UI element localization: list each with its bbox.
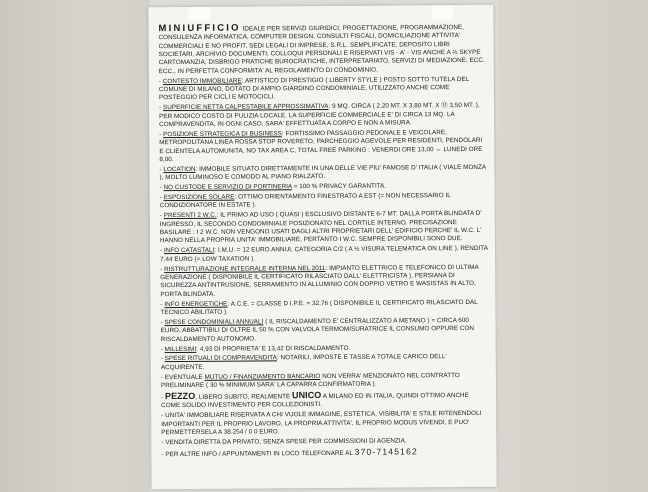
section-label: PRESENTI 2 W.C. [163, 212, 217, 220]
section-contesto: - CONTESTO IMMOBILIARE: ARTISTICO DI PRESTIGIO ( LIBERTY STYLE ) POSTO SOTTO TUTELA DEL COMUNE DI MILANO, DOTATO DI AMPIO GIARDINO CONDOMINIALE, UTILIZZATO ANCHE COME POSTEGGIO PER CICLI E MOTOCICLI. [158, 75, 470, 102]
flyer-title: MINIUFFICIO [158, 22, 241, 35]
section-label: LOCATION [163, 165, 196, 173]
section-ristrutturazione: - RISTRUTTURAZIONE INTEGRALE INTERNA NEL 2011: IMPIANTO ELETTRICO E TELEFONICO DI ULTIMA GENERAZIONE ( DISPONIBILE IL CERTIFICATO RILASCIATO DALL' ELETTRICISTA ), PERSIANA DI SICUREZZA ANTINTRUSIONE, SERRAMENTO IN ALLUMINIO CON DOPPIO VETRO E WASISTAS IN ALTO, PORTA BLINDATA. [160, 263, 479, 298]
section-text: : FORTISSIMO PASSAGGIO PEDONALE E VEICOLARE, METROPOLITANA LINEA ROSSA STOP ROVERETO, PARCHEGGIO AGEVOLE PER RESIDENTI, PENDOLARI E CLIENTELA AUTOMUNITA, NO TAX AREA C, TOTAL FREE PARKING : VENERDI ORE 13,00 ⇔ LUNEDI ORE 8,00. [159, 129, 483, 164]
section-text: UNITA' IMMOBILIARE RISERVATA A CHI VUOLE IMMAGINE, ESTETICA, VISIBILITA' E STILE RITENENDOLI IMPORTANTI PER IL PROPRIO LAVORO, LA PROPRIA ATTIVITA', IL PROPRIO MODUS VIVENDI, E PUO' PERMETTERSELA A 38.254 / 0 0 EURO. [161, 410, 482, 437]
section-label: SPESE CONDOMINIALI ANNUALI [164, 318, 264, 326]
section-text: : IL PRIMO AD USO ( QUASI ) ESCLUSIVO DISTANTE 6-7 MT. DALLA PORTA BLINDATA D' INGRESSO, IL SECONDO CONDOMINIALE POSIZIONATO NEL CORTILE INTERNO. PRECISAZIONE BASILARE : I 2 W.C. NON VENGONO USATI DAGLI ALTRI PROPRIETARI DELL' EDIFICIO PERCHE' IL W.C. L' HANNO NELLA PROPRIA UNITA' IMMOBILIARE, PERTANTO I W.C. SEMPRE DISPONIBILI SONO DUE. [159, 210, 482, 245]
section-text: : IMPIANTO ELETTRICO E TELEFONICO DI ULTIMA GENERAZIONE ( DISPONIBILE IL CERTIFICATO RILASCIATO DALL' ELETTRICISTA ), PERSIANA DI SICUREZZA ANTINTRUSIONE, SERRAMENTO IN ALLUMINIO CON DOPPIO VETRO E WASISTAS IN ALTO, PORTA BLINDATA. [160, 263, 479, 298]
section-text: = 100 % PRIVACY GARANTITA. [293, 182, 387, 191]
section-custode: - NO CUSTODE E SERVIZIO DI PORTINERIA = 100 % PRIVACY GARANTITA. [159, 182, 387, 192]
section-text: , LIBERO SUBITO, REALMENTE [195, 393, 291, 401]
section-text: : 4,93 DI PROPRIETA' E 13,42 DI RISCALDAMENTO. [196, 344, 351, 353]
phone-number: 370-7145162 [354, 446, 418, 457]
section-text: : NOTARILI, IMPOSTE E TASSE A TOTALE CARICO DELL' ACQUIRENTE. [160, 353, 447, 371]
section-text: NON VERRA' MENZIONATO NEL CONTRATTO PRELIMINARE ( 30 % MINIMUM SARA' LA CAPARRA CONFIRMATORIA ). [160, 371, 460, 390]
tape-strip [188, 7, 210, 21]
section-text: : ARTISTICO DI PRESTIGIO ( LIBERTY STYLE ) POSTO SOTTO TUTELA DEL COMUNE DI MILANO, DOTATO DI AMPIO GIARDINO CONDOMINIALE, UTILIZZATO ANCHE COME POSTEGGIO PER CICLI E MOTOCICLI. [158, 75, 470, 102]
section-energia: - INFO ENERGETICHE: A.C.E. = CLASSE D I.P.E. = 32,76 ( DISPONIBILE IL CERTIFICATO RILASCIATO DAL TECNICO ABILITATO ). [160, 298, 478, 317]
section-location: - LOCATION: IMMOBILE SITUATO DIRETTAMENTE IN UNA DELLE VIE PIU' FAMOSE D' ITALIA ( VIALE MONZA ), MOLTO LUMINOSO E COMODO AL PIANO RIALZATO. [159, 163, 486, 182]
section-text: : 9 MQ. CIRCA ( 2,20 MT. X 3,80 MT. X Ⓗ 3,50 MT. ), PER MODICO COSTO DI PULIZIA LOCALE. LA SUPERFICIE COMMERCIALE E' DI CIRCA 13 MQ. LA COMPRAVENDITA, IN OGNI CASO, SARA' EFFETTUATA A CORPO E NON A MISURA. [159, 102, 480, 129]
section-superficie: - SUPERFICIE NETTA CALPESTABILE APPROSSIMATIVA: 9 MQ. CIRCA ( 2,20 MT. X 3,80 MT. X Ⓗ 3,50 MT. ), PER MODICO COSTO DI PULIZIA LOCALE. LA SUPERFICIE COMMERCIALE E' DI CIRCA 13 MQ. LA COMPRAVENDITA, IN OGNI CASO, SARA' EFFETTUATA A CORPO E NON A MISURA. [159, 102, 480, 129]
section-text: PER ALTRE INFO / APPUNTAMENTI IN LOCO TELEFONARE AL [165, 449, 353, 458]
flyer-sheet [148, 5, 496, 489]
section-text: : OTTIMO ORIENTAMENTO FINESTRATO A EST (= NON NECESSARIO IL CONDIZIONATORE IN ESTATE ). [159, 192, 451, 210]
section-contatti: - PER ALTRE INFO / APPUNTAMENTI IN LOCO TELEFONARE AL 370-7145162 [161, 446, 418, 458]
flyer-content [158, 23, 489, 461]
section-esposizione: - ESPOSIZIONE SOLARE: OTTIMO ORIENTAMENTO FINESTRATO A EST (= NON NECESSARIO IL CONDIZIONATORE IN ESTATE ). [159, 192, 451, 210]
intro-paragraph [158, 23, 486, 76]
section-label: MUTUO / FINANZIAMENTO BANCARIO [204, 372, 321, 381]
section-text: ( IL RISCALDAMENTO E' CENTRALIZZATO A METANO ) = CIRCA 600 EURO, ABBATTIBILI DI OLTRE IL 50 % CON VALVOLA TERMOMISURATRICE IL CONSUMO OPPURE CON RISCALDAMENTO AUTONOMO. [160, 316, 475, 343]
section-text: VENDITA DIRETTA DA PRIVATO, SENZA SPESE PER COMMISSIONI DI AGENZIA. [165, 437, 407, 447]
section-label: INFO ENERGETICHE [164, 300, 228, 308]
unico-label: UNICO [291, 390, 322, 401]
wall-left [0, 0, 150, 492]
section-label: MILLESIMI [164, 345, 197, 353]
section-label: INFO CATASTALI [163, 247, 215, 255]
section-label: NO CUSTODE E SERVIZIO DI PORTINERIA [163, 183, 292, 192]
section-spese-condominiali: - SPESE CONDOMINIALI ANNUALI ( IL RISCALDAMENTO E' CENTRALIZZATO A METANO ) = CIRCA 600 EURO, ABBATTIBILI DI OLTRE IL 50 % CON VALVOLA TERMOMISURATRICE IL CONSUMO OPPURE CON RISCALDAMENTO AUTONOMO. [160, 316, 475, 343]
section-text: A MILANO ED IN ITALIA, QUINDI OTTIMO ANCHE COME SOLIDO INVESTIMENTO PER COLLEZIONISTI. [161, 391, 469, 410]
section-text: : I.M.U. = 12 EURO ANNUI, CATEGORIA C/2 ( A ½ VISURA TELEMATICA ON LINE ), RENDITA 7,44 EURO (= LOW TAXATION ). [160, 245, 488, 263]
section-mutuo: - EVENTUALE MUTUO / FINANZIAMENTO BANCARIO NON VERRA' MENZIONATO NEL CONTRATTO PRELIMINARE ( 30 % MINIMUM SARA' LA CAPARRA CONFIRMATORIA ). [160, 371, 460, 390]
wall-right [498, 0, 648, 492]
section-wc: - PRESENTI 2 W.C.: IL PRIMO AD USO ( QUASI ) ESCLUSIVO DISTANTE 6-7 MT. DALLA PORTA BLINDATA D' INGRESSO, IL SECONDO CONDOMINIALE POSIZIONATO NEL CORTILE INTERNO. PRECISAZIONE BASILARE : I 2 W.C. NON VENGONO USATI DAGLI ALTRI PROPRIETARI DELL' EDIFICIO PERCHE' IL W.C. L' HANNO NELLA PROPRIA UNITA' IMMOBILIARE, PERTANTO I W.C. SEMPRE DISPONIBILI SONO DUE. [159, 210, 482, 245]
intro-text: IDEALE PER SERVIZI GIURIDICI, PROGETTAZIONE, PROGRAMMAZIONE, CONSULENZA INFORMATICA, COMPUTER DESIGN, CONSULTI FISCALI, DOMICILIAZIONE ATTIVITA' COMMERCIALI E NO PROFIT, SEDI LEGALI DI IMPRESE, S.R.L. SEMPLIFICATE, DEPOSITO LIBRI SOCIETARI, ARCHIVIO DOCUMENTI, COLLOQUI PERSONALI E RISERVATI VIS - A' - VIS ANCHE A ½ SKYPE CARTOMANZIA, DISBRIGO PRATICHE BUROCRATICHE, INTERPRETARIATO, SERVIZI DI MEDIAZIONE, ECC. ECC., IN PERFETTA CONFORMITA' AL REGOLAMENTO DI CONDOMINIO. [158, 24, 485, 75]
section-text: : IMMOBILE SITUATO DIRETTAMENTE IN UNA DELLE VIE PIU' FAMOSE D' ITALIA ( VIALE MONZA ), MOLTO LUMINOSO E COMODO AL PIANO RIALZATO. [159, 163, 486, 182]
section-riservata: - UNITA' IMMOBILIARE RISERVATA A CHI VUOLE IMMAGINE, ESTETICA, VISIBILITA' E STILE RITENENDOLI IMPORTANTI PER IL PROPRIO LAVORO, LA PROPRIA ATTIVITA', IL PROPRIO MODUS VIVENDI, E PUO' PERMETTERSELA A 38.254 / 0 0 EURO. [161, 410, 482, 437]
section-label: SPESE RITUALI DI COMPRAVENDITA [164, 354, 277, 363]
section-label: CONTESTO IMMOBILIARE [162, 77, 242, 85]
section-millesimi: - MILLESIMI: 4,93 DI PROPRIETA' E 13,42 DI RISCALDAMENTO. [160, 344, 351, 353]
section-prefix: EVENTUALE [164, 373, 203, 381]
section-label: ESPOSIZIONE SOLARE [163, 193, 235, 202]
section-pezzo-unico: - PEZZO, LIBERO SUBITO, REALMENTE UNICO A MILANO ED IN ITALIA, QUINDI OTTIMO ANCHE COME SOLIDO INVESTIMENTO PER COLLEZIONISTI. [161, 390, 469, 410]
tape-strip [431, 5, 453, 19]
pezzo-label: PEZZO [164, 390, 196, 402]
section-label: POSIZIONE STRATEGICA DI BUSINESS [163, 130, 282, 139]
section-spese-compravendita: - SPESE RITUALI DI COMPRAVENDITA: NOTARILI, IMPOSTE E TASSE A TOTALE CARICO DELL' ACQUIRENTE. [160, 353, 447, 371]
section-text: : A.C.E. = CLASSE D I.P.E. = 32,76 ( DISPONIBILE IL CERTIFICATO RILASCIATO DAL TECNICO ABILITATO ). [160, 298, 478, 317]
section-posizione: - POSIZIONE STRATEGICA DI BUSINESS: FORTISSIMO PASSAGGIO PEDONALE E VEICOLARE, METROPOLITANA LINEA ROSSA STOP ROVERETO, PARCHEGGIO AGEVOLE PER RESIDENTI, PENDOLARI E CLIENTELA AUTOMUNITA, NO TAX AREA C, TOTAL FREE PARKING : VENERDI ORE 13,00 ⇔ LUNEDI ORE 8,00. [159, 129, 483, 164]
section-label: RISTRUTTURAZIONE INTEGRALE INTERNA NEL 2011 [164, 264, 326, 273]
section-vendita-diretta: - VENDITA DIRETTA DA PRIVATO, SENZA SPESE PER COMMISSIONI DI AGENZIA. [161, 437, 407, 447]
section-catasto: - INFO CATASTALI: I.M.U. = 12 EURO ANNUI, CATEGORIA C/2 ( A ½ VISURA TELEMATICA ON LINE ), RENDITA 7,44 EURO (= LOW TAXATION ). [159, 245, 488, 263]
section-label: SUPERFICIE NETTA CALPESTABILE APPROSSIMATIVA [162, 103, 329, 112]
